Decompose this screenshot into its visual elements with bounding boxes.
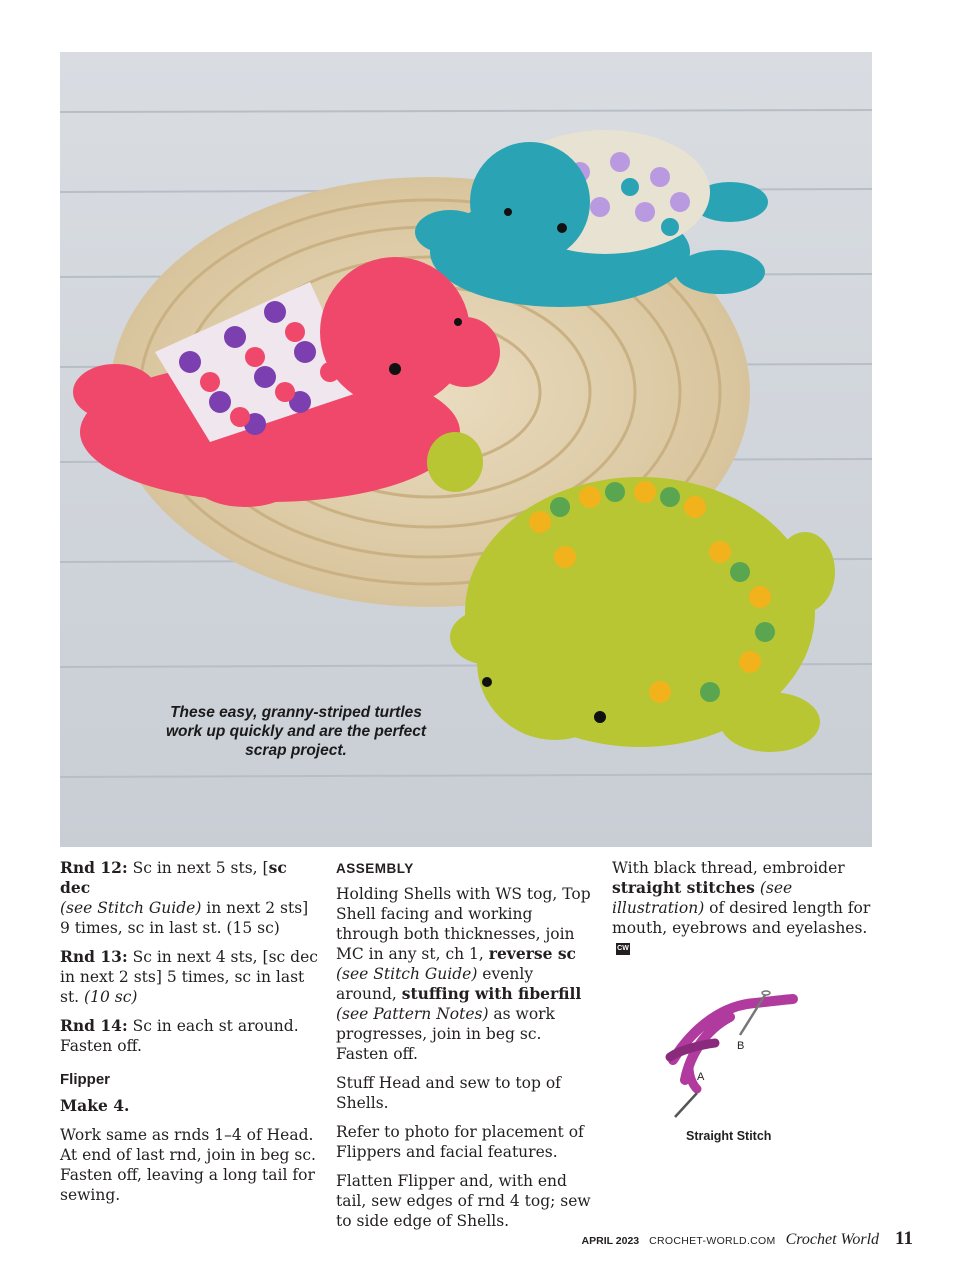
photo-caption: These easy, granny-striped turtles work up quickly and are the perfect scrap project.	[165, 704, 427, 759]
rnd-13-count: (10 sc)	[84, 988, 138, 1006]
column-1	[60, 858, 322, 1214]
rnd-12-text-a: Sc in next 5 sts, [	[127, 859, 269, 877]
assembly-p1-d: evenly around,	[336, 965, 534, 1003]
page-number: 11	[895, 1228, 913, 1249]
assembly-paragraph-2: Stuff Head and sew to top of Shells.	[336, 1074, 561, 1112]
assembly-stuffing: stuffing with fiberfill	[401, 984, 582, 1003]
rnd-14-label: Rnd 14:	[60, 1016, 128, 1035]
column-3	[612, 858, 874, 967]
turtle-photo	[60, 52, 872, 847]
make-4: Make 4.	[60, 1096, 130, 1115]
rnd-12-label: Rnd 12:	[60, 858, 128, 877]
rnd-12-see-stitch-guide: (see Stitch Guide)	[60, 899, 202, 917]
assembly-reverse-sc: reverse sc	[488, 944, 576, 963]
straight-stitch-caption: Straight Stitch	[686, 1129, 772, 1143]
page-footer	[582, 1228, 913, 1252]
embroider-d: of desired length for mouth, eyebrows and eyelashes.	[612, 899, 871, 937]
flipper-heading: Flipper	[60, 1071, 111, 1088]
illus-label-a: A	[697, 1071, 705, 1083]
straight-stitch-drawing	[655, 985, 805, 1120]
column-2	[336, 858, 598, 1240]
embroider-paragraph	[612, 858, 874, 958]
rnd-14-paragraph	[60, 1016, 322, 1056]
assembly-heading: ASSEMBLY	[336, 861, 414, 876]
assembly-see-pattern-notes: (see Pattern Notes)	[336, 1005, 489, 1023]
embroider-straight-stitches: straight stitches	[612, 878, 755, 897]
assembly-p1-g: as work progresses, join in beg sc. Fasten off.	[336, 1005, 555, 1063]
straight-stitch-illustration	[655, 985, 805, 1120]
illus-label-b: B	[737, 1040, 745, 1052]
rnd-12-text-d: in next 2 sts] 9 times, sc in last st. (15 sc)	[60, 899, 309, 937]
rnd-12-sc-dec: sc dec	[60, 858, 287, 897]
footer-date: APRIL 2023	[581, 1235, 640, 1247]
embroider-see-illustration: (see illustration)	[612, 879, 793, 917]
assembly-see-stitch-guide: (see Stitch Guide)	[336, 965, 478, 983]
flipper-paragraph: Work same as rnds 1–4 of Head. At end of last rnd, join in beg sc. Fasten off, leaving a long tail for sewing.	[60, 1126, 316, 1204]
assembly-paragraph-1	[336, 884, 598, 1064]
cw-end-mark-icon: CW	[616, 943, 630, 955]
assembly-paragraph-3: Refer to photo for placement of Flippers and facial features.	[336, 1123, 584, 1161]
rnd-13-text-a: Sc in next 4 sts, [sc dec in next 2 sts] 5 times, sc in last st.	[60, 948, 318, 1006]
embroider-a: With black thread, embroider	[612, 859, 845, 877]
make-4-paragraph	[60, 1096, 322, 1116]
assembly-paragraph-4: Flatten Flipper and, with end tail, sew edges of rnd 4 tog; sew to side edge of Shells.	[336, 1172, 591, 1230]
footer-website-link[interactable]: CROCHET-WORLD.COM	[649, 1235, 776, 1247]
footer-magazine-title: Crochet World	[785, 1231, 880, 1248]
rnd-13-label: Rnd 13:	[60, 947, 128, 966]
rnd-12-paragraph	[60, 858, 322, 938]
assembly-p1-a: Holding Shells with WS tog, Top Shell facing and working through both thicknesses, join MC in any st, ch 1,	[336, 885, 591, 963]
rnd-14-text: Sc in each st around. Fasten off.	[60, 1017, 299, 1055]
rnd-13-paragraph	[60, 947, 322, 1007]
